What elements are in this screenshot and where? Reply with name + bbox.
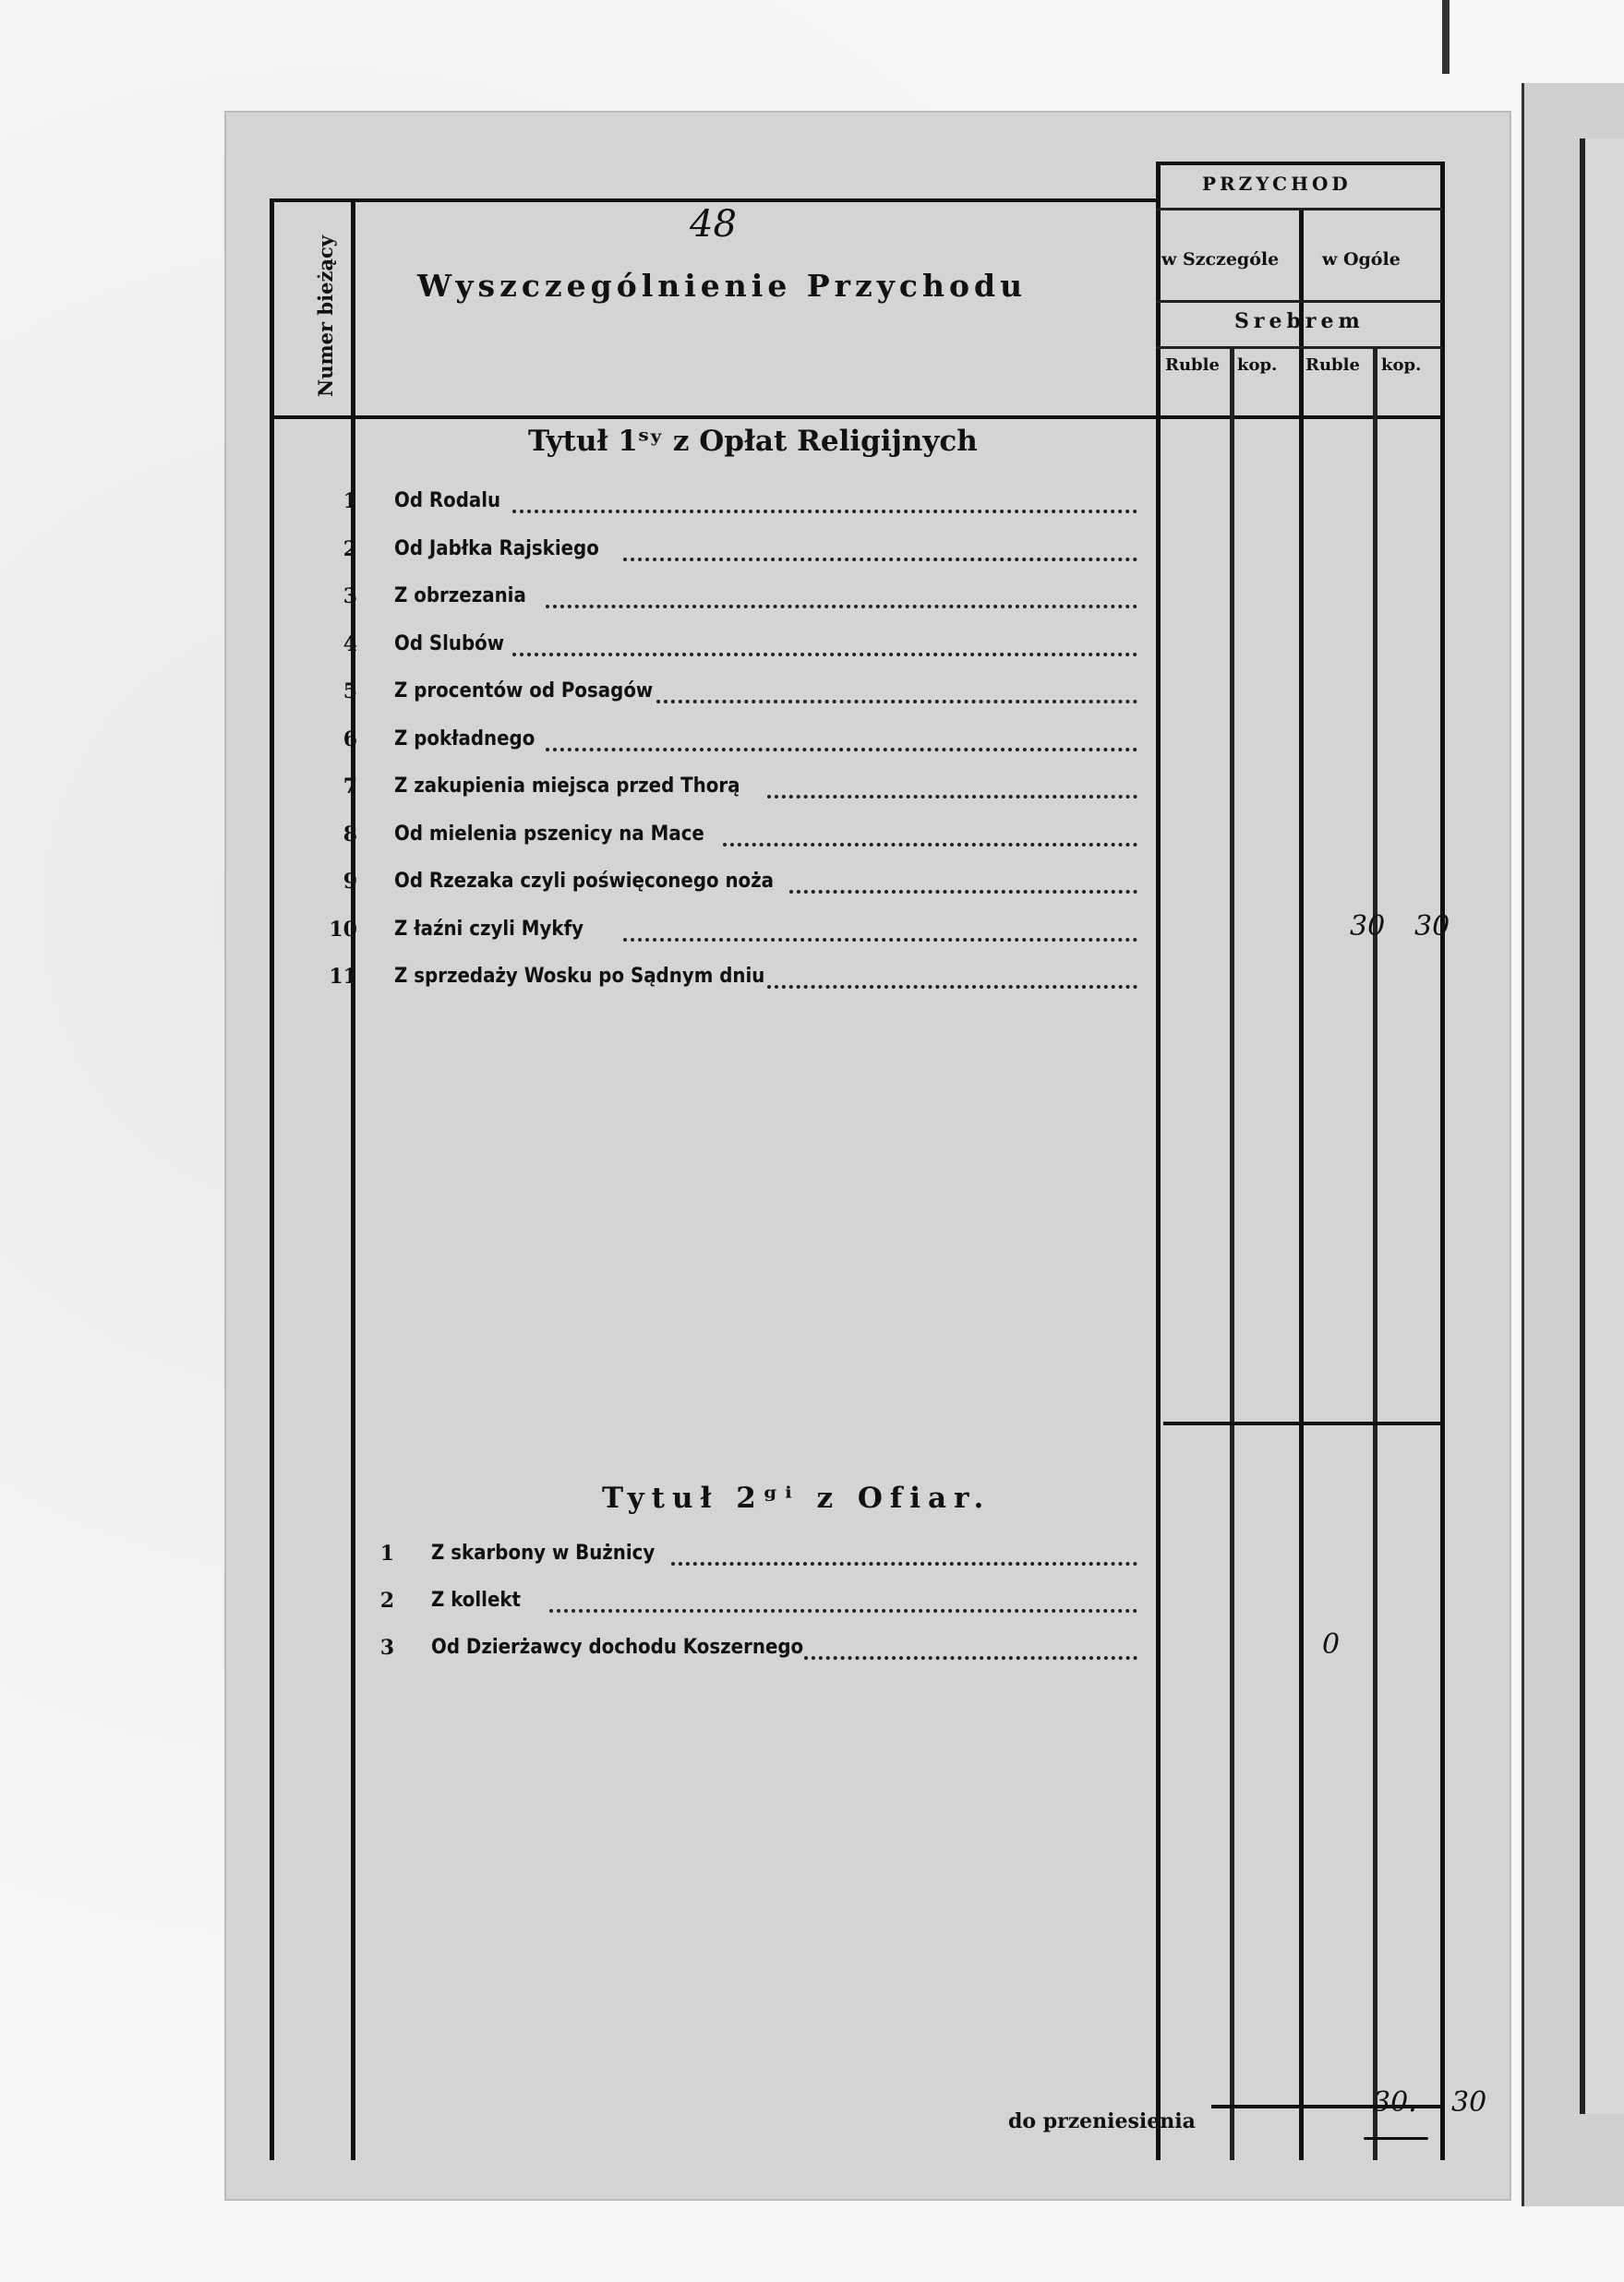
leader-dots bbox=[546, 605, 1137, 608]
row-label: Z zakupienia miejsca przed Thorą bbox=[394, 775, 740, 798]
binding-post bbox=[1442, 0, 1450, 74]
row-label: Z sprzedaży Wosku po Sądnym dniu bbox=[394, 965, 765, 988]
leader-dots bbox=[723, 843, 1137, 847]
row-number: 3 bbox=[343, 584, 357, 608]
row-label: Od Rzezaka czyli poświęconego noża bbox=[394, 870, 775, 893]
row-label: Od Slubów bbox=[394, 631, 505, 655]
row-label: Z pokładnego bbox=[394, 727, 535, 751]
row-label: Od Dzierżawcy dochodu Koszernego bbox=[431, 1636, 804, 1659]
kop-header-1: kop. bbox=[1237, 355, 1278, 375]
ledger-row bbox=[270, 679, 1156, 716]
w-szczegole-header: w Szczególe bbox=[1161, 249, 1280, 270]
row-label: Od Jabłka Rajskiego bbox=[394, 536, 599, 560]
ledger-row bbox=[270, 1589, 1156, 1626]
leader-dots bbox=[546, 748, 1137, 751]
ruble-header-1: Ruble bbox=[1165, 355, 1220, 375]
row-number: 6 bbox=[343, 727, 357, 751]
ledger-row bbox=[270, 584, 1156, 621]
przychod-header: PRZYCHOD bbox=[1202, 173, 1352, 195]
row-label: Z procentów od Posagów bbox=[394, 679, 654, 703]
row-number: 2 bbox=[343, 536, 357, 561]
ruble-header-2: Ruble bbox=[1305, 355, 1360, 375]
row-label: Z skarbony w Bużnicy bbox=[431, 1542, 656, 1565]
ledger-row bbox=[270, 632, 1156, 669]
ledger-row bbox=[270, 1628, 1341, 1673]
ledger-row bbox=[270, 870, 1156, 907]
srebrem-header: Srebrem bbox=[1234, 309, 1365, 333]
row-number: 8 bbox=[343, 822, 357, 847]
page-title: Wyszczególnienie Przychodu bbox=[417, 268, 1028, 304]
ledger-row bbox=[270, 775, 1156, 811]
leader-dots bbox=[623, 938, 1137, 942]
row-number: 1 bbox=[379, 1542, 394, 1566]
amount-ruble: 30 bbox=[1350, 909, 1386, 943]
leader-dots bbox=[656, 700, 1137, 703]
row-label: Z łaźni czyli Mykfy bbox=[394, 917, 584, 941]
row-label: Z kollekt bbox=[431, 1589, 522, 1612]
ledger-row bbox=[270, 965, 1156, 1002]
ledger-table bbox=[270, 162, 1487, 2160]
leader-dots bbox=[804, 1656, 1137, 1660]
leader-dots bbox=[767, 795, 1137, 799]
row-number: 4 bbox=[343, 631, 357, 656]
amount-kop: 30 bbox=[1414, 909, 1450, 943]
ledger-row bbox=[270, 727, 1156, 764]
section-2-title: Tytuł 2ᵍⁱ z Ofiar. bbox=[602, 1482, 992, 1515]
leader-dots bbox=[623, 558, 1137, 561]
leader-dots bbox=[512, 510, 1137, 513]
carry-forward-ruble: 30. bbox=[1373, 2086, 1417, 2119]
leader-dots bbox=[549, 1609, 1137, 1613]
leader-dots bbox=[767, 985, 1137, 989]
row-number: 9 bbox=[343, 870, 357, 894]
ledger-row bbox=[270, 823, 1156, 859]
row-number: 7 bbox=[343, 775, 357, 799]
w-ogole-header: w Ogóle bbox=[1322, 249, 1401, 270]
leader-dots bbox=[512, 653, 1137, 656]
ledger-row bbox=[270, 489, 1156, 526]
row-number: 2 bbox=[379, 1589, 394, 1613]
handwritten-page-number: 48 bbox=[690, 203, 737, 246]
row-label: Od Rodalu bbox=[394, 489, 501, 512]
row-number: 3 bbox=[379, 1636, 394, 1660]
ledger-row bbox=[270, 909, 1450, 955]
carry-forward-kop: 30 bbox=[1451, 2086, 1487, 2119]
row-number: 11 bbox=[329, 965, 357, 989]
carry-forward-label: do przeniesienia bbox=[1008, 2109, 1196, 2133]
adjacent-page bbox=[1522, 83, 1624, 2206]
leader-dots bbox=[671, 1562, 1137, 1566]
ledger-row bbox=[270, 1542, 1156, 1579]
ledger-row bbox=[270, 537, 1156, 574]
row-number: 10 bbox=[329, 917, 357, 942]
leader-dots bbox=[789, 890, 1137, 894]
kop-header-2: kop. bbox=[1381, 355, 1422, 375]
section-1-title: Tytuł 1ˢʸ z Opłat Religijnych bbox=[528, 425, 978, 458]
numer-biezacy-header: Numer bieżący bbox=[314, 235, 337, 397]
row-label: Od mielenia pszenicy na Mace bbox=[394, 822, 704, 846]
handwritten-mark: 0 bbox=[1322, 1628, 1341, 1661]
row-number: 1 bbox=[343, 489, 357, 513]
row-label: Z obrzezania bbox=[394, 584, 526, 607]
row-number: 5 bbox=[343, 679, 357, 703]
